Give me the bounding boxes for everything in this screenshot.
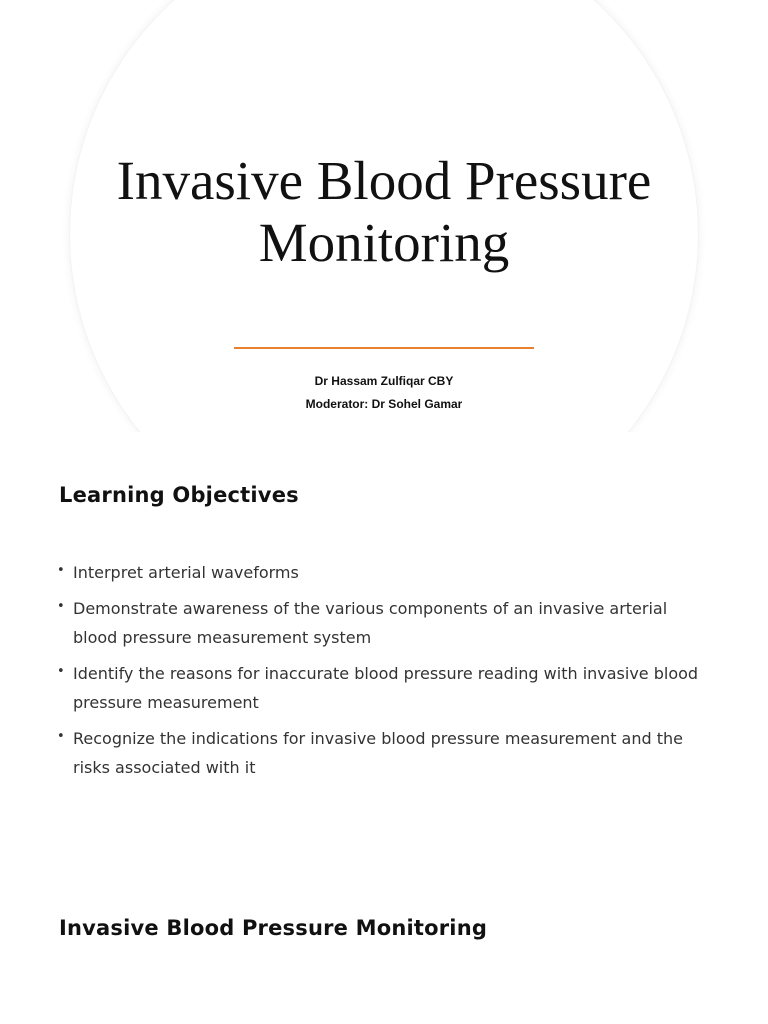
bullet-icon: • [57,664,65,679]
slide-title-line: Monitoring [258,212,510,273]
slide-title-line: Invasive Blood Pressure [116,150,652,211]
bullet-icon: • [57,563,65,578]
moderator-name: Moderator: Dr Sohel Gamar [305,397,463,411]
section-heading: Invasive Blood Pressure Monitoring [59,916,488,940]
learning-objectives-heading: Learning Objectives [59,483,299,507]
title-accent-rule [234,347,534,349]
moderator-line [234,397,534,411]
bullet-icon: • [57,599,65,614]
presenter-name: Dr Hassam Zulfiqar CBY [314,374,454,388]
objective-item [57,724,707,782]
learning-objectives-list [57,558,707,789]
objective-text: Demonstrate awareness of the various components of an invasive arterial blood pressure measurement system [73,599,668,647]
slide-title [64,150,704,274]
objective-item [57,659,707,717]
title-slide [0,0,768,432]
objective-item [57,594,707,652]
objective-text: Recognize the indications for invasive blood pressure measurement and the risks associated with it [73,729,683,777]
bullet-icon: • [57,729,65,744]
objective-text: Interpret arterial waveforms [73,563,299,582]
objective-item [57,558,707,587]
objective-text: Identify the reasons for inaccurate blood pressure reading with invasive blood pressure measurement [73,664,699,712]
